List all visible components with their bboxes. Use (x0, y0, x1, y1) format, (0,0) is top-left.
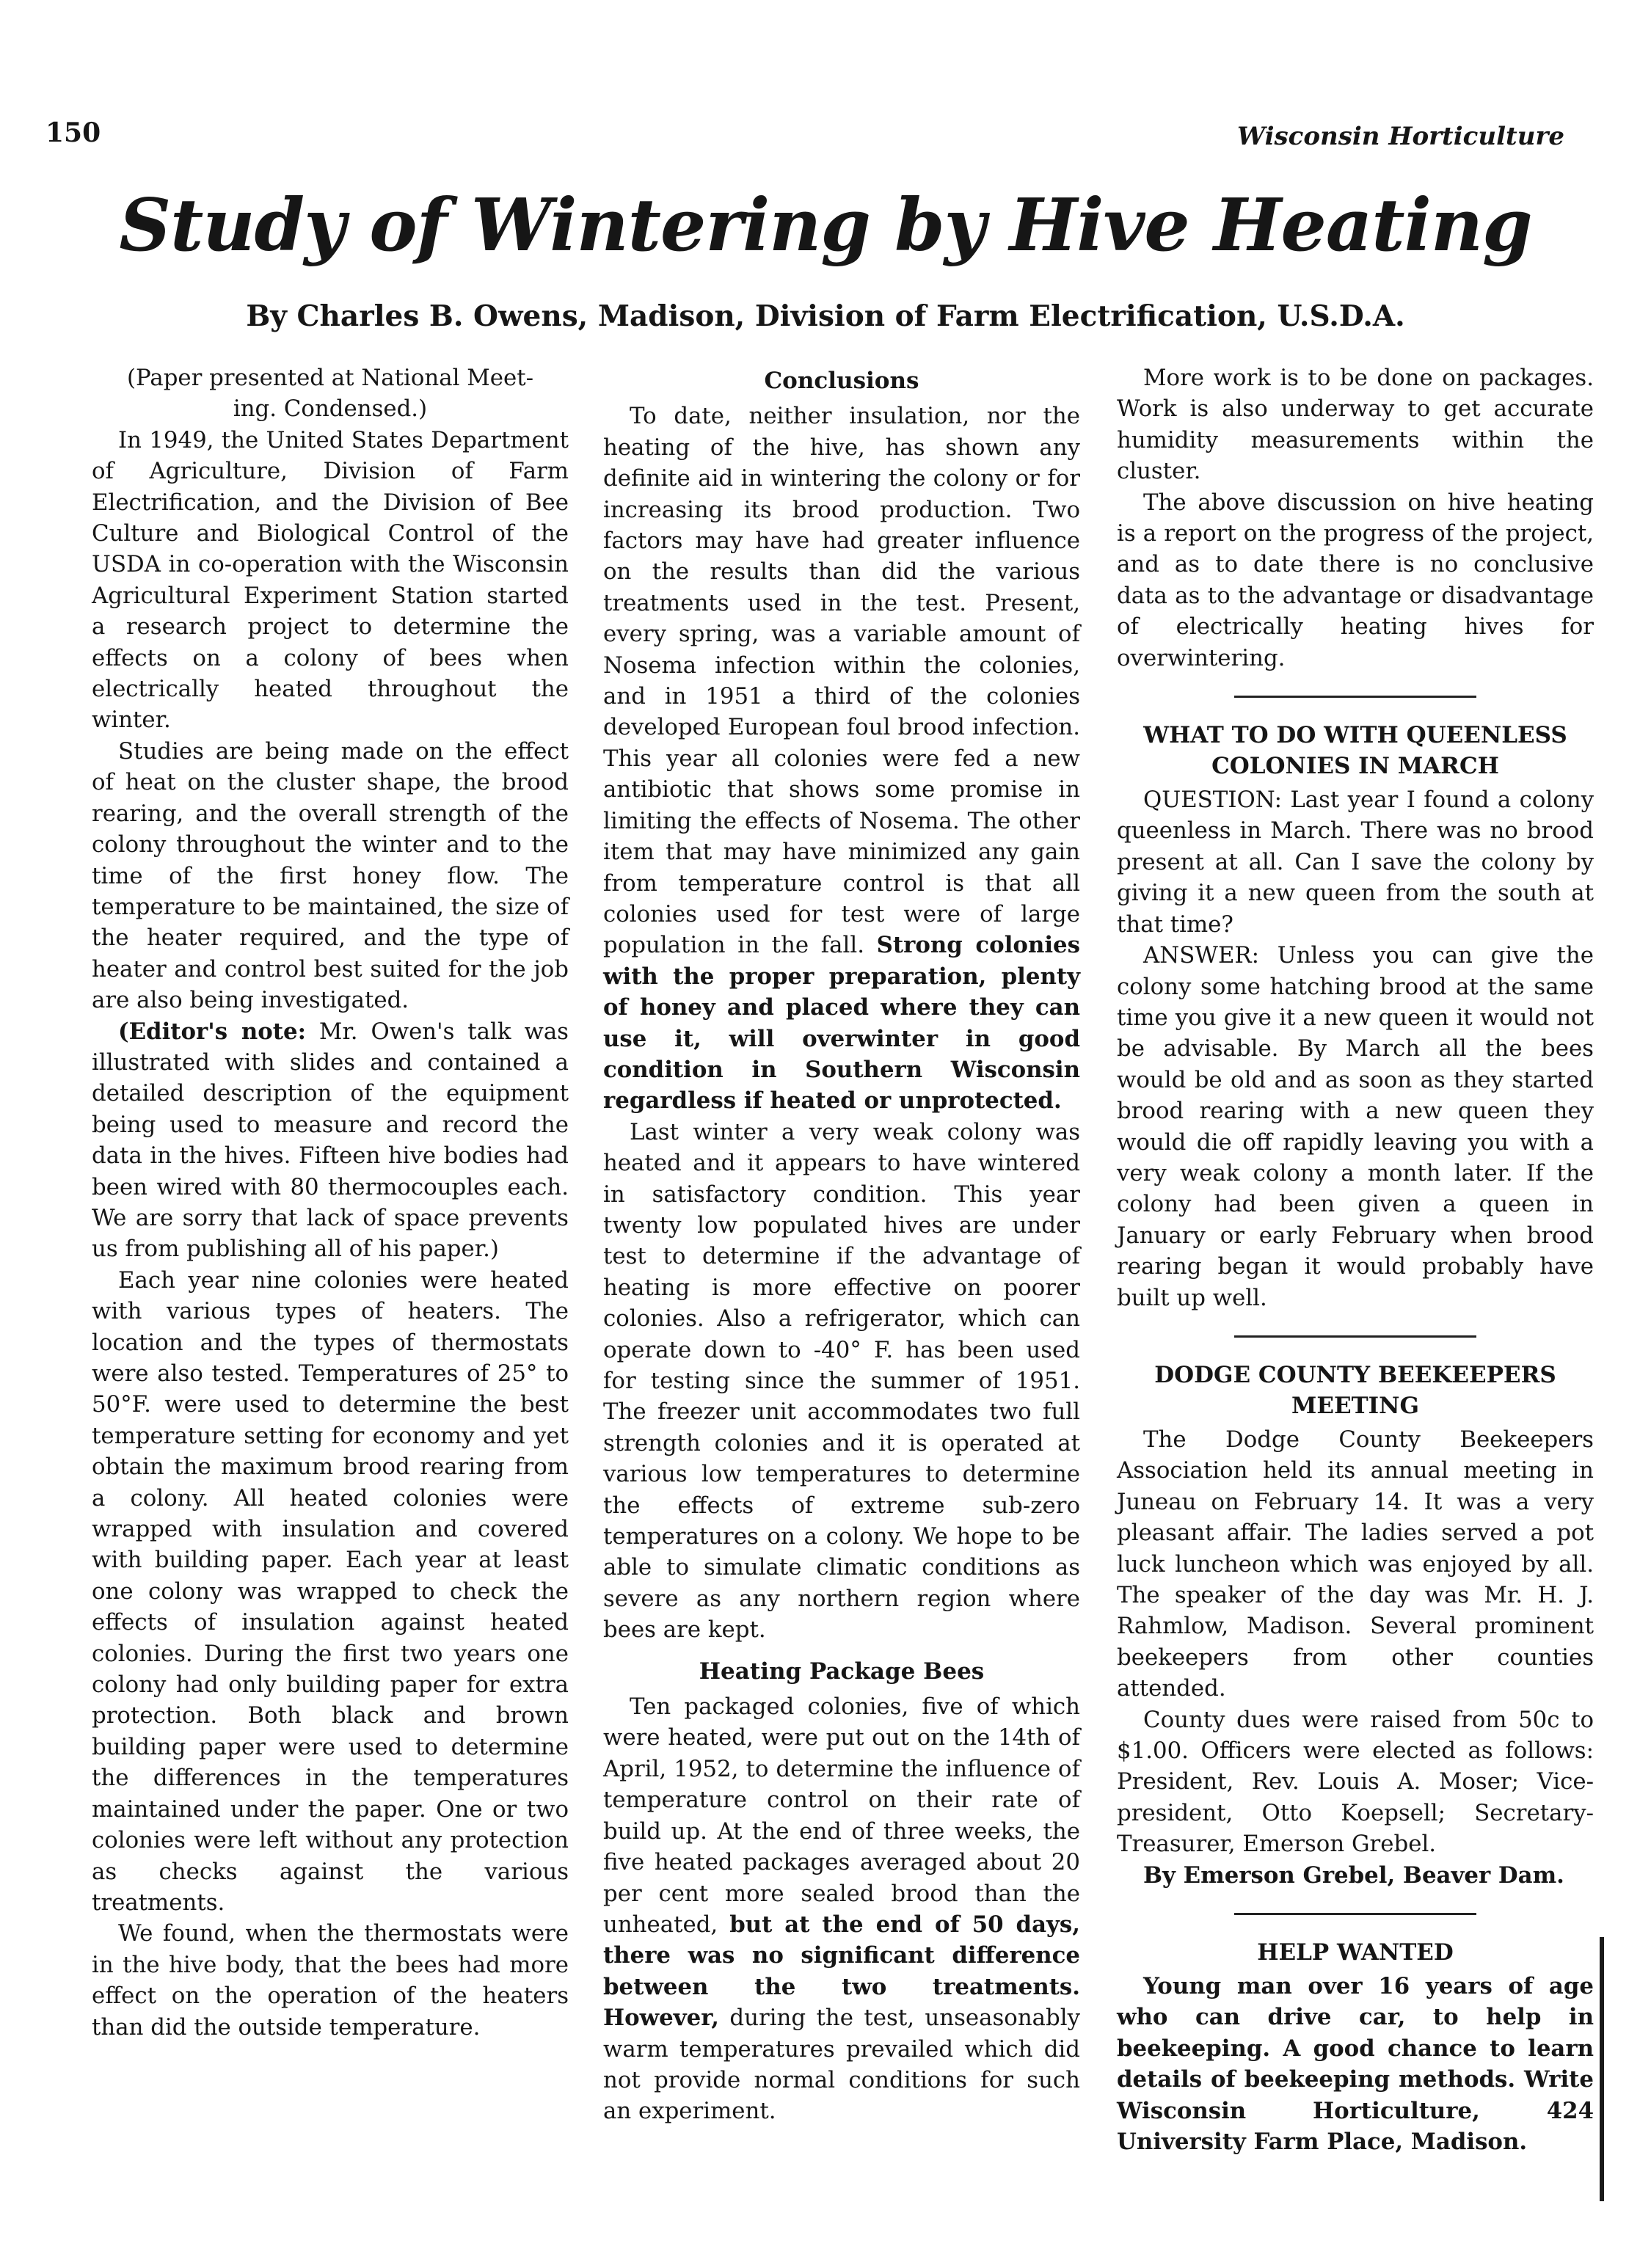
column-2 (603, 362, 1080, 2127)
answer (1117, 940, 1594, 1313)
paragraph (603, 1691, 1080, 2127)
article-title: Study of Wintering by Hive Heating (119, 183, 1532, 268)
paragraph: We found, when the thermostats were in the hive body, that the bees had more effect on the operation of the heaters than did the outside temperature. (92, 1920, 569, 2041)
presentation-note-line-2: ing. Condensed.) (233, 395, 428, 423)
package-bold-text: but at the end of 50 days, there was no significant difference between the two treatments. However, (603, 1911, 1080, 2032)
paragraph: County dues were raised from 50c to $1.00. Officers were elected as follows: President, Rev. Louis A. Moser; Vice-president, Otto Koepsell; Secretary-Treasurer, Emerson Grebel. (1117, 1706, 1594, 1858)
divider (1234, 1335, 1476, 1338)
paragraph: More work is to be done on packages. Work is also underway to get accurate humidity measurements within the cluster. (1117, 365, 1594, 485)
editor-note-label: (Editor's note: (118, 1018, 306, 1045)
paragraph: The Dodge County Beekeepers Association held its annual meeting in Juneau on February 14. It was a very pleasant affair. The ladies served a pot luck luncheon which was enjoyed by all. The speaker of the day was Mr. H. J. Rahmlow, Madison. Several prominent beekeepers from other counties attended. (1117, 1426, 1594, 1702)
paragraph: The above discussion on hive heating is a report on the progress of the project, and as to date there is no conclusive data as to the advantage or disadvantage of electrically heating hives for overwintering. (1117, 489, 1594, 671)
paragraph (603, 401, 1080, 1116)
journal-name: Wisconsin Horticulture (1236, 122, 1564, 151)
queenless-heading: WHAT TO DO WITH QUEENLESS COLONIES IN MARCH (1143, 722, 1567, 780)
answer-label: ANSWER: (1143, 942, 1259, 969)
paragraph: Studies are being made on the effect of heat on the cluster shape, the brood rearing, and the overall strength of the colony throughout the winter and to the time of the first honey flow. The temperature to be maintained, the size of the heater required, and the type of heater and control best suited for the job are also being investigated. (92, 737, 569, 1014)
margin-bar (1600, 1937, 1604, 2201)
conclusions-bold-text: Strong colonies with the proper preparation, plenty of honey and placed where they can use it, will overwinter in good condition in Southern Wisconsin regardless if heated or unprotected. (603, 932, 1080, 1115)
package-heading: Heating Package Bees (699, 1658, 985, 1685)
package-text: Ten packaged colonies, five of which were heated, were put out on the 14th of April, 1952, to determine the influence of temperature control on their rate of build up. At the end of three weeks, the five heated packages averaged about 20 per cent more sealed brood than the unheated, (603, 1693, 1080, 1938)
column-1 (92, 362, 569, 2043)
divider (1234, 696, 1476, 698)
article-byline: By Charles B. Owens, Madison, Division of Farm Electrification, U.S.D.A. (246, 299, 1405, 333)
page-number: 150 (45, 117, 101, 148)
conclusions-text: To date, neither insulation, nor the heating of the hive, has shown any definite aid in wintering the colony or for increasing its brood production. Two factors may have had greater influence on the results than did the various treatments used in the test. Present, every spring, was a variable amount of Nosema infection within the colonies, and in 1951 a third of the colonies developed European foul brood infection. This year all colonies were fed a new antibiotic that shows some promise in limiting the effects of Nosema. The other item that may have minimized any gain from temperature control is that all colonies used for test were of large population in the fall. (603, 403, 1080, 959)
dodge-signature: By Emerson Grebel, Beaver Dam. (1143, 1862, 1564, 1889)
editor-note (92, 1016, 569, 1265)
editor-note-text: Mr. Owen's talk was illustrated with slides and contained a detailed description of the equipment being used to measure and record the data in the hives. Fifteen hive bodies had been wired with 80 thermocouples each. We are sorry that lack of space prevents us from publishing all of his paper.) (92, 1018, 569, 1263)
divider (1234, 1913, 1476, 1915)
dodge-heading: DODGE COUNTY BEEKEEPERS MEETING (1154, 1361, 1556, 1419)
answer-text: Unless you can give the colony some hatching brood at the same time you give it a new queen it would not be advisable. By March all the bees would be old and as soon as they started brood rearing with a new queen they would die off rapidly leaving you with a very weak colony a month later. If the colony had been given a queen in January or early February when brood rearing began it would probably have built up well. (1117, 942, 1594, 1311)
paragraph: In 1949, the United States Department of Agriculture, Division of Farm Electrification, and the Division of Bee Culture and Biological Control of the USDA in co-operation with the Wisconsin Agricultural Experiment Station started a research project to determine the effects on a colony of bees when electrically heated throughout the winter. (92, 426, 569, 734)
question-text: Last year I found a colony queenless in March. There was no brood present at all. Can I save the colony by giving it a new queen from the south at that time? (1117, 787, 1594, 938)
question (1117, 784, 1594, 940)
question-label: QUESTION: (1143, 787, 1282, 814)
help-wanted-heading: HELP WANTED (1257, 1939, 1454, 1966)
package-text-end: during the test, unseasonably warm temperatures prevailed which did not provide normal conditions for such an experiment. (603, 2005, 1080, 2125)
conclusions-heading: Conclusions (764, 368, 919, 394)
paragraph: Last winter a very weak colony was heated and it appears to have wintered in satisfactory condition. This year twenty low populated hives are under test to determine if the advantage of heating is more effective on poorer colonies. Also a refrigerator, which can operate down to -40° F. has been used for testing since the summer of 1951. The freezer unit accommodates two full strength colonies and it is operated at various low temperatures to determine the effects of extreme sub-zero temperatures on a colony. We hope to be able to simulate climatic conditions as severe as any northern region where bees are kept. (603, 1118, 1080, 1644)
column-3 (1117, 362, 1594, 2158)
presentation-note-line-1: (Paper presented at National Meet- (127, 365, 533, 391)
paragraph: Each year nine colonies were heated with various types of heaters. The location and the types of thermostats were also tested. Temperatures of 25° to 50°F. were used to determine the best temperature setting for economy and yet obtain the maximum brood rearing from a colony. All heated colonies were wrapped with insulation and covered with building paper. Each year at least one colony was wrapped to check the effects of insulation against heated colonies. During the first two years one colony had only building paper for extra protection. Both black and brown building paper were used to determine the differences in the temperatures maintained under the paper. One or two colonies were left without any protection as checks against the various treatments. (92, 1266, 569, 1916)
help-wanted-text: Young man over 16 years of age who can drive car, to help in beekeeping. A good chance to learn details of beekeeping methods. Write Wisconsin Horticulture, 424 University Farm Place, Madison. (1117, 1973, 1594, 2156)
